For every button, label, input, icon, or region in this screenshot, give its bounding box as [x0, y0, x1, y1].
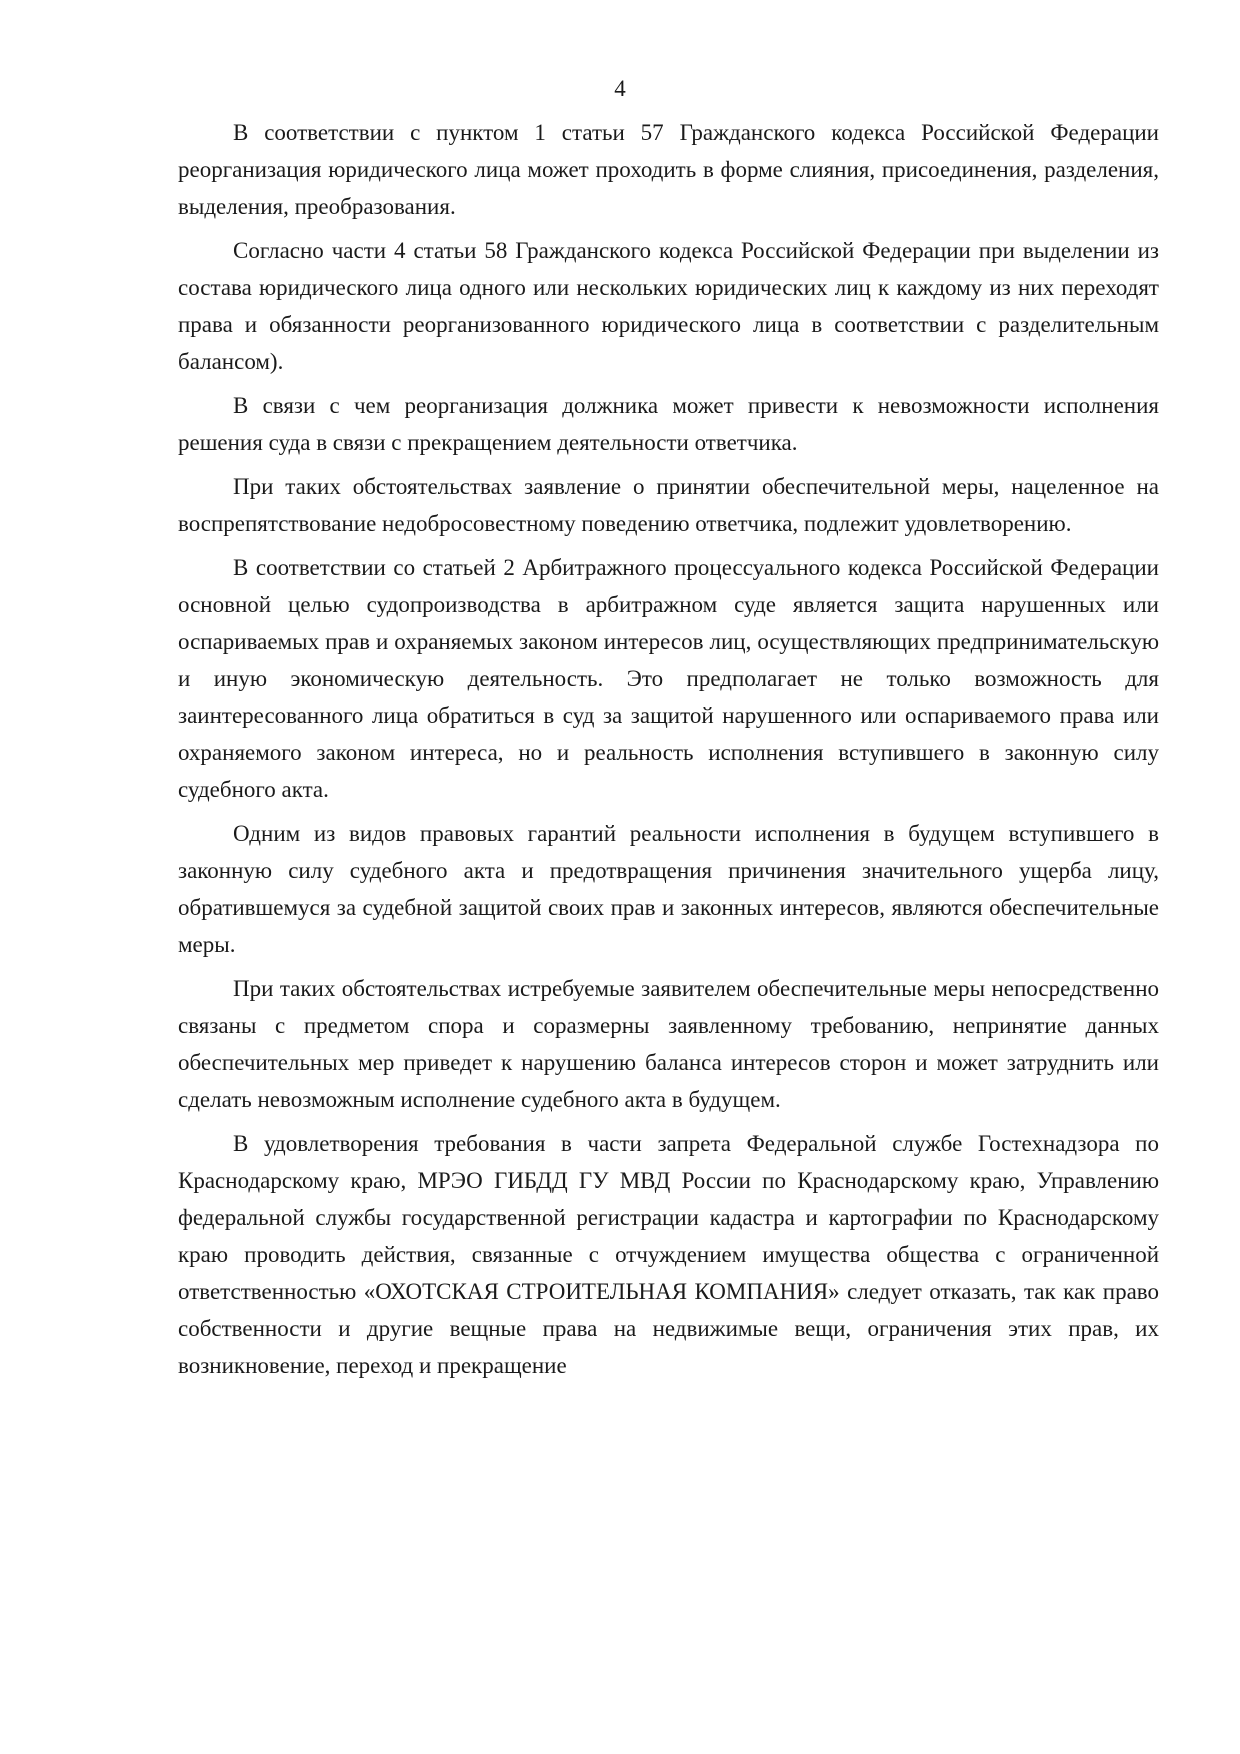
paragraph: Одним из видов правовых гарантий реальности исполнения в будущем вступившего в законную силу судебного акта и предотвращения причинения значительного ущерба лицу, обратившемуся за судебной защитой своих прав и законных интересов, являются обеспечительные меры.	[178, 821, 1159, 957]
paragraph: В связи с чем реорганизация должника может привести к невозможности исполнения решения суда в связи с прекращением деятельности ответчика.	[178, 393, 1159, 455]
paragraph: В удовлетворения требования в части запрета Федеральной службе Гостехнадзора по Краснодарскому краю, МРЭО ГИБДД ГУ МВД России по Краснодарскому краю, Управлению федеральной службы государственной регистрации кадастра и картографии по Краснодарскому краю проводить действия, связанные с отчуждением имущества общества с ограниченной ответственностью «ОХОТСКАЯ СТРОИТЕЛЬНАЯ КОМПАНИЯ» следует отказать, так как право собственности и другие вещные права на недвижимые вещи, ограничения этих прав, их возникновение, переход и прекращение	[178, 1131, 1159, 1378]
paragraph: В соответствии с пунктом 1 статьи 57 Гражданского кодекса Российской Федерации реорганизация юридического лица может проходить в форме слияния, присоединения, разделения, выделения, преобразования.	[178, 120, 1159, 219]
paragraph: При таких обстоятельствах заявление о принятии обеспечительной меры, нацеленное на воспрепятствование недобросовестному поведению ответчика, подлежит удовлетворению.	[178, 474, 1159, 536]
paragraph: При таких обстоятельствах истребуемые заявителем обеспечительные меры непосредственно связаны с предметом спора и соразмерны заявленному требованию, непринятие данных обеспечительных мер приведет к нарушению баланса интересов сторон и может затруднить или сделать невозможным исполнение судебного акта в будущем.	[178, 976, 1159, 1112]
page-number: 4	[614, 76, 626, 101]
paragraph: Согласно части 4 статьи 58 Гражданского кодекса Российской Федерации при выделении из состава юридического лица одного или нескольких юридических лиц к каждому из них переходят права и обязанности реорганизованного юридического лица в соответствии с разделительным балансом).	[178, 238, 1159, 374]
paragraph: В соответствии со статьей 2 Арбитражного процессуального кодекса Российской Федерации основной целью судопроизводства в арбитражном суде является защита нарушенных или оспариваемых прав и охраняемых законом интересов лиц, осуществляющих предпринимательскую и иную экономическую деятельность. Это предполагает не только возможность для заинтересованного лица обратиться в суд за защитой нарушенного или оспариваемого права или охраняемого законом интереса, но и реальность исполнения вступившего в законную силу судебного акта.	[178, 555, 1159, 802]
document-body	[178, 114, 1159, 1391]
